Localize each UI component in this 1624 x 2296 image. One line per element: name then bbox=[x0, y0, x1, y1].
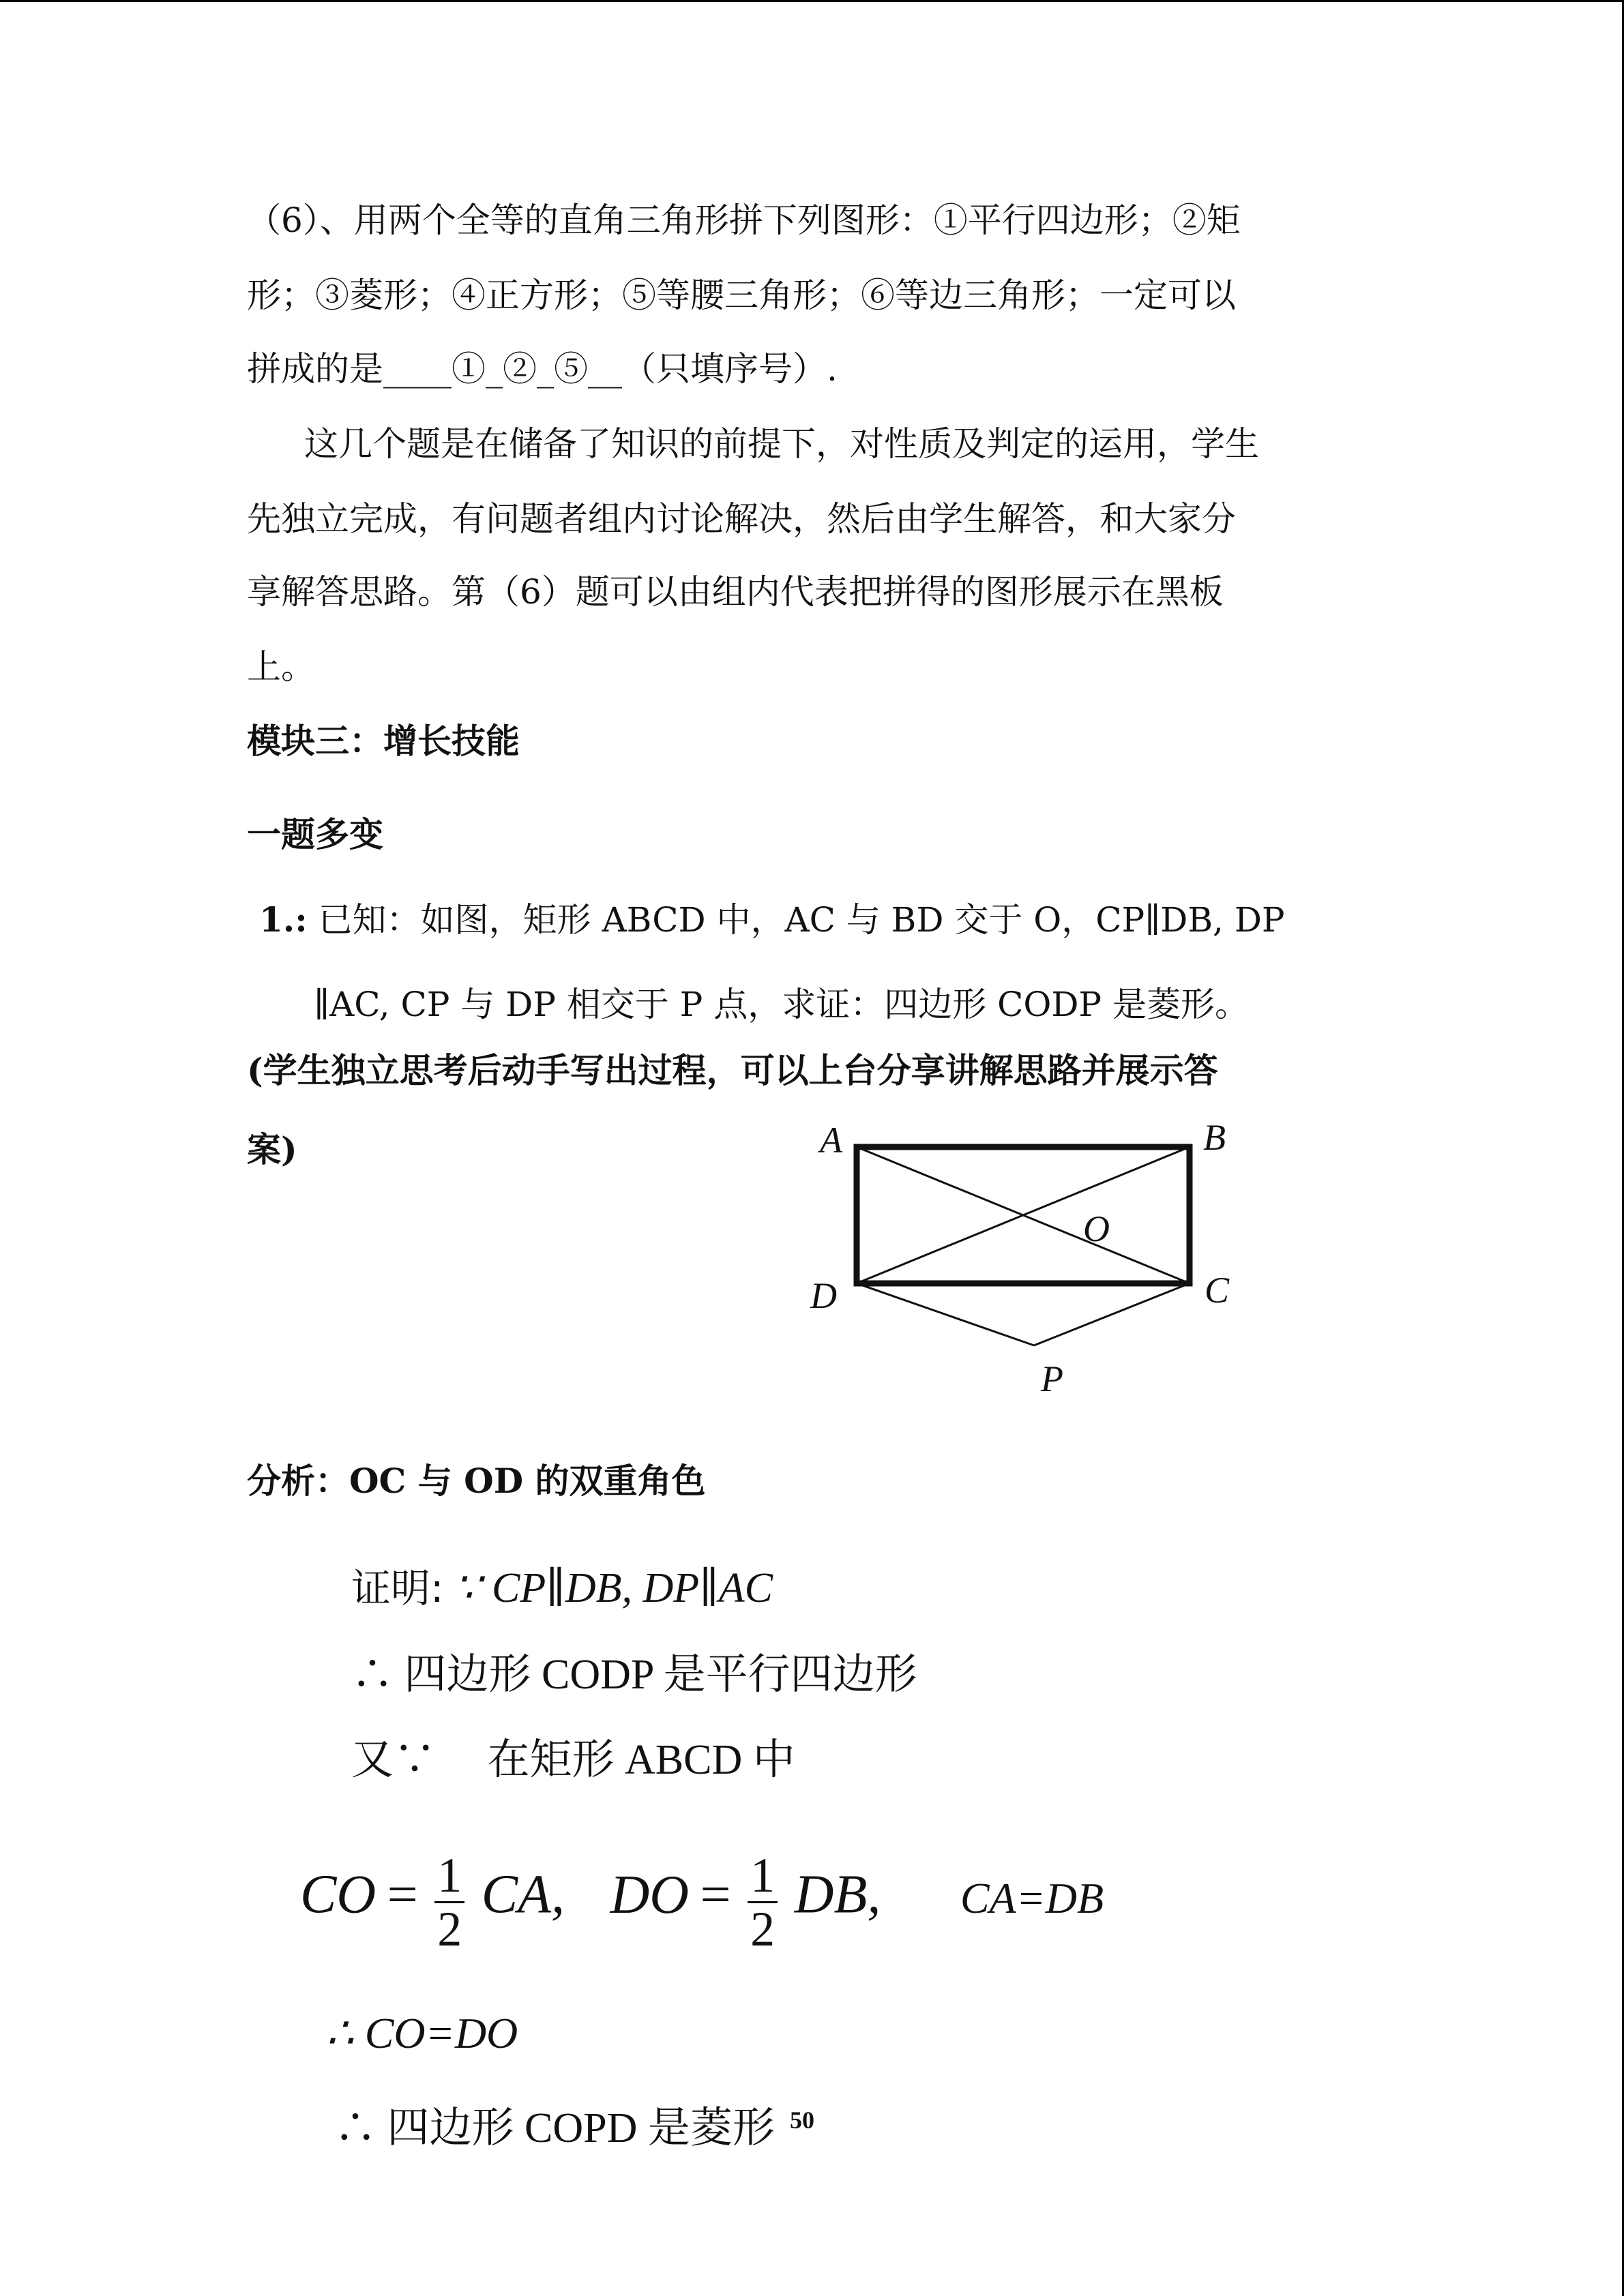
proof-line-1 bbox=[351, 1556, 773, 1613]
label-p: P bbox=[1041, 1358, 1063, 1399]
eq-db: DB, bbox=[794, 1864, 881, 1925]
fraction-half-2 bbox=[748, 1849, 778, 1955]
eq-ca: CA, bbox=[481, 1864, 565, 1925]
label-b: B bbox=[1203, 1118, 1226, 1158]
frac-den-2: 2 bbox=[750, 1902, 776, 1956]
rectangle-figure bbox=[791, 1118, 1255, 1418]
proof-given: ∵ CP∥DB, DP∥AC bbox=[454, 1565, 773, 1611]
variant-heading: 一题多变 bbox=[247, 814, 383, 854]
note-line-1: (学生独立思考后动手写出过程，可以上台分享讲解思路并展示答 bbox=[247, 1050, 1218, 1090]
proof-line-6: ∴ 四边形 COPD 是菱形 bbox=[334, 2105, 775, 2151]
label-o: O bbox=[1083, 1208, 1110, 1249]
problem-1-text: 已知：如图，矩形 ABCD 中，AC 与 BD 交于 O，CP∥DB, DP bbox=[318, 900, 1285, 940]
top-border bbox=[0, 0, 1624, 2]
label-a: A bbox=[820, 1120, 842, 1161]
proof-line-2: ∴ 四边形 CODP 是平行四边形 bbox=[351, 1652, 917, 1698]
q6-line-2: 形；③菱形；④正方形；⑤等腰三角形；⑥等边三角形；一定可以 bbox=[247, 275, 1236, 315]
module-heading: 模块三：增长技能 bbox=[247, 721, 520, 761]
eq-co: CO bbox=[300, 1864, 377, 1925]
problem-1-line-1 bbox=[259, 899, 1285, 940]
problem-number: 1.: bbox=[259, 899, 308, 940]
label-c: C bbox=[1205, 1270, 1230, 1311]
eq-equals-1: = bbox=[387, 1864, 418, 1925]
para-line-2: 先独立完成，有问题者组内讨论解决，然后由学生解答，和大家分 bbox=[247, 499, 1236, 539]
proof-line-3 bbox=[351, 1725, 795, 1786]
label-d: D bbox=[810, 1275, 837, 1316]
segment-cp bbox=[1034, 1283, 1190, 1345]
eq-ca-db: CA=DB bbox=[960, 1873, 1104, 1922]
q6-line-1: （6）、用两个全等的直角三角形拼下列图形：①平行四边形；②矩 bbox=[247, 200, 1241, 240]
para-line-4: 上。 bbox=[247, 647, 315, 687]
proof-also: 又∵ bbox=[351, 1737, 437, 1783]
eq-equals-2: = bbox=[700, 1864, 731, 1925]
frac-num-2: 1 bbox=[748, 1849, 778, 1903]
para-line-3: 享解答思路。第（6）题可以由组内代表把拼得的图形展示在黑板 bbox=[247, 572, 1224, 612]
fraction-half-1 bbox=[434, 1849, 464, 1955]
page-number: 50 bbox=[790, 2106, 814, 2134]
note-line-2: 案) bbox=[247, 1129, 297, 1169]
proof-label: 证明: bbox=[351, 1565, 444, 1611]
analysis-heading: 分析：OC 与 OD 的双重角色 bbox=[247, 1461, 706, 1501]
segment-dp bbox=[857, 1283, 1034, 1345]
q6-line-3: 拼成的是____①_②_⑤__（只填序号）. bbox=[247, 349, 838, 389]
proof-in-rect: 在矩形 ABCD 中 bbox=[487, 1737, 795, 1783]
frac-num-1: 1 bbox=[434, 1849, 464, 1903]
eq-do: DO bbox=[610, 1864, 690, 1925]
problem-1-line-2: ∥AC, CP 与 DP 相交于 P 点，求证：四边形 CODP 是菱形。 bbox=[314, 985, 1249, 1024]
frac-den-1: 2 bbox=[437, 1902, 462, 1956]
para-line-1: 这几个题是在储备了知识的前提下，对性质及判定的运用，学生 bbox=[304, 424, 1259, 464]
equation-line bbox=[300, 1849, 1104, 1955]
proof-line-5: ∴ CO=DO bbox=[326, 2009, 518, 2057]
